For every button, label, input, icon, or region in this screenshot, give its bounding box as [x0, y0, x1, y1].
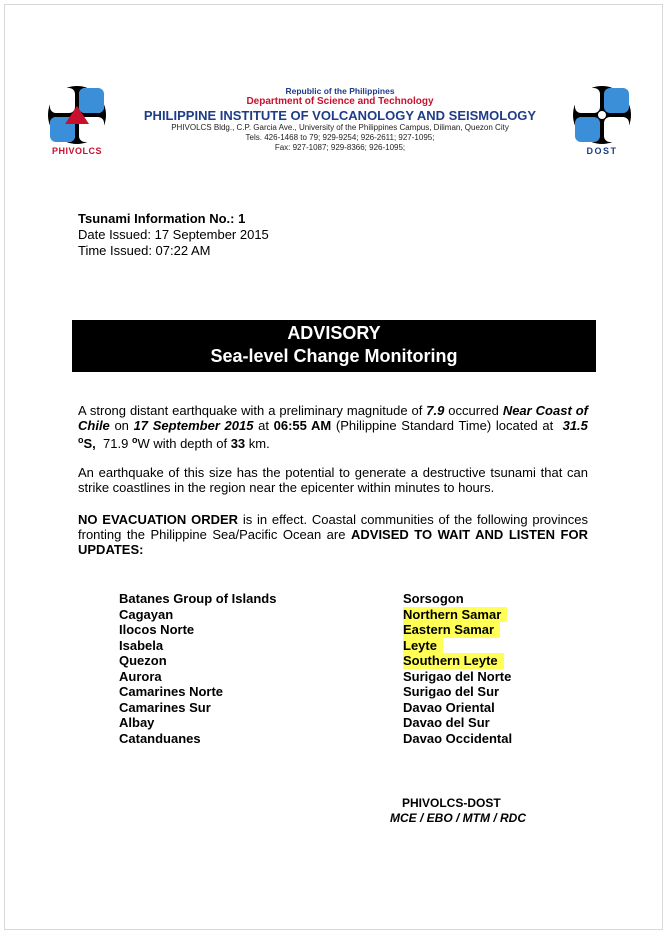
- longitude-dir: W with depth of: [137, 436, 228, 451]
- time-issued: Time Issued: 07:22 AM: [78, 243, 211, 258]
- quake-timezone: (Philippine Standard Time): [335, 418, 492, 433]
- list-item: [403, 731, 512, 747]
- highlighted-province: Northern Samar: [403, 607, 507, 623]
- province-name: Sorsogon: [403, 591, 464, 606]
- list-item: Aurora: [119, 668, 162, 684]
- advised-to-wait: ADVISED TO WAIT AND LISTEN FOR UPDATES:: [78, 527, 588, 557]
- list-item: Camarines Sur: [119, 699, 211, 715]
- longitude-value: 71.9: [103, 436, 129, 451]
- order-paragraph: [78, 512, 588, 557]
- no-evacuation-order: NO EVACUATION ORDER: [78, 512, 239, 527]
- quake-location: Near Coast of Chile: [78, 403, 588, 433]
- highlighted-province: Leyte: [403, 638, 443, 654]
- highlighted-province: Eastern Samar: [403, 622, 500, 638]
- dost-logo-label: DOST: [586, 146, 618, 156]
- order-text: is in effect. Coastal communities of the following provinces fronting the Philippine Sea/Pacific Ocean are: [78, 512, 588, 542]
- quake-located-at: located at: [495, 418, 554, 433]
- latitude-value: 31.5: [562, 418, 588, 433]
- list-item: Ilocos Norte: [119, 622, 195, 637]
- tels-line: Tels. 426-1468 to 79; 929-9254; 926-2611; 927-1095;: [245, 133, 435, 142]
- list-item: [403, 607, 512, 623]
- province-list-left: [119, 591, 276, 746]
- province-name: Davao Oriental: [403, 699, 495, 715]
- list-item: [403, 638, 512, 654]
- banner-subtitle: Sea-level Change Monitoring: [210, 346, 458, 366]
- highlighted-province: Southern Leyte: [403, 653, 504, 669]
- list-item: Catanduanes: [119, 730, 201, 746]
- list-item: [403, 684, 512, 700]
- depth-value: 33: [230, 436, 246, 451]
- phivolcs-logo: [42, 84, 112, 158]
- list-item: Albay: [119, 715, 155, 730]
- list-item: [403, 715, 512, 731]
- degree-symbol: o: [131, 435, 138, 445]
- quake-occurred: occurred: [448, 403, 499, 418]
- province-name: Surigao del Sur: [403, 684, 500, 699]
- signature-initials: MCE / EBO / MTM / RDC: [390, 811, 526, 825]
- list-item: Isabela: [119, 637, 164, 653]
- quake-at: at: [258, 418, 269, 433]
- fax-line: Fax: 927-1087; 929-8366; 926-1095;: [274, 143, 406, 152]
- quake-date: 17 September 2015: [133, 418, 254, 433]
- magnitude-value: 7.9: [426, 403, 445, 418]
- province-name: Davao Occidental: [403, 730, 513, 746]
- institute-name: PHILIPPINE INSTITUTE OF VOLCANOLOGY AND SEISMOLOGY: [143, 108, 537, 123]
- advisory-banner: [72, 320, 596, 372]
- list-item: Camarines Norte: [119, 684, 224, 699]
- quake-intro: A strong distant earthquake with a preliminary magnitude of: [78, 403, 423, 418]
- list-item: [403, 700, 512, 716]
- letterhead: [120, 86, 560, 153]
- date-issued: Date Issued: 17 September 2015: [78, 227, 269, 242]
- list-item: Batanes Group of Islands: [119, 591, 277, 606]
- quake-on: on: [114, 418, 129, 433]
- depth-unit: km.: [248, 436, 270, 451]
- province-name: Davao del Sur: [403, 715, 490, 730]
- address-line: PHIVOLCS Bldg., C.P. Garcia Ave., University of the Philippines Campus, Diliman, Quezon City: [171, 123, 509, 132]
- tsunami-info-number: Tsunami Information No.: 1: [78, 211, 246, 226]
- dost-logo: [567, 84, 637, 158]
- banner-title: ADVISORY: [287, 323, 381, 343]
- potential-paragraph: An earthquake of this size has the potential to generate a destructive tsunami that can strike coastlines in the region near the epicenter within minutes to hours.: [78, 465, 588, 495]
- signature-block: [390, 796, 530, 826]
- province-list-right: [403, 591, 512, 746]
- phivolcs-logo-label: PHIVOLCS: [51, 146, 102, 156]
- degree-symbol: o: [78, 435, 84, 445]
- province-name: Surigao del Norte: [403, 668, 512, 684]
- latitude-dir: S,: [83, 436, 96, 451]
- earthquake-paragraph: [78, 403, 588, 451]
- list-item: Quezon: [119, 653, 167, 668]
- quake-time: 06:55 AM: [273, 418, 332, 433]
- republic-line: Republic of the Philippines: [285, 86, 395, 96]
- list-item: Cagayan: [119, 606, 174, 622]
- list-item: [403, 669, 512, 685]
- list-item: [403, 591, 512, 607]
- list-item: [403, 622, 512, 638]
- department-line: Department of Science and Technology: [246, 96, 434, 107]
- info-block: [78, 211, 269, 259]
- signature-org: PHIVOLCS-DOST: [402, 796, 501, 810]
- list-item: [403, 653, 512, 669]
